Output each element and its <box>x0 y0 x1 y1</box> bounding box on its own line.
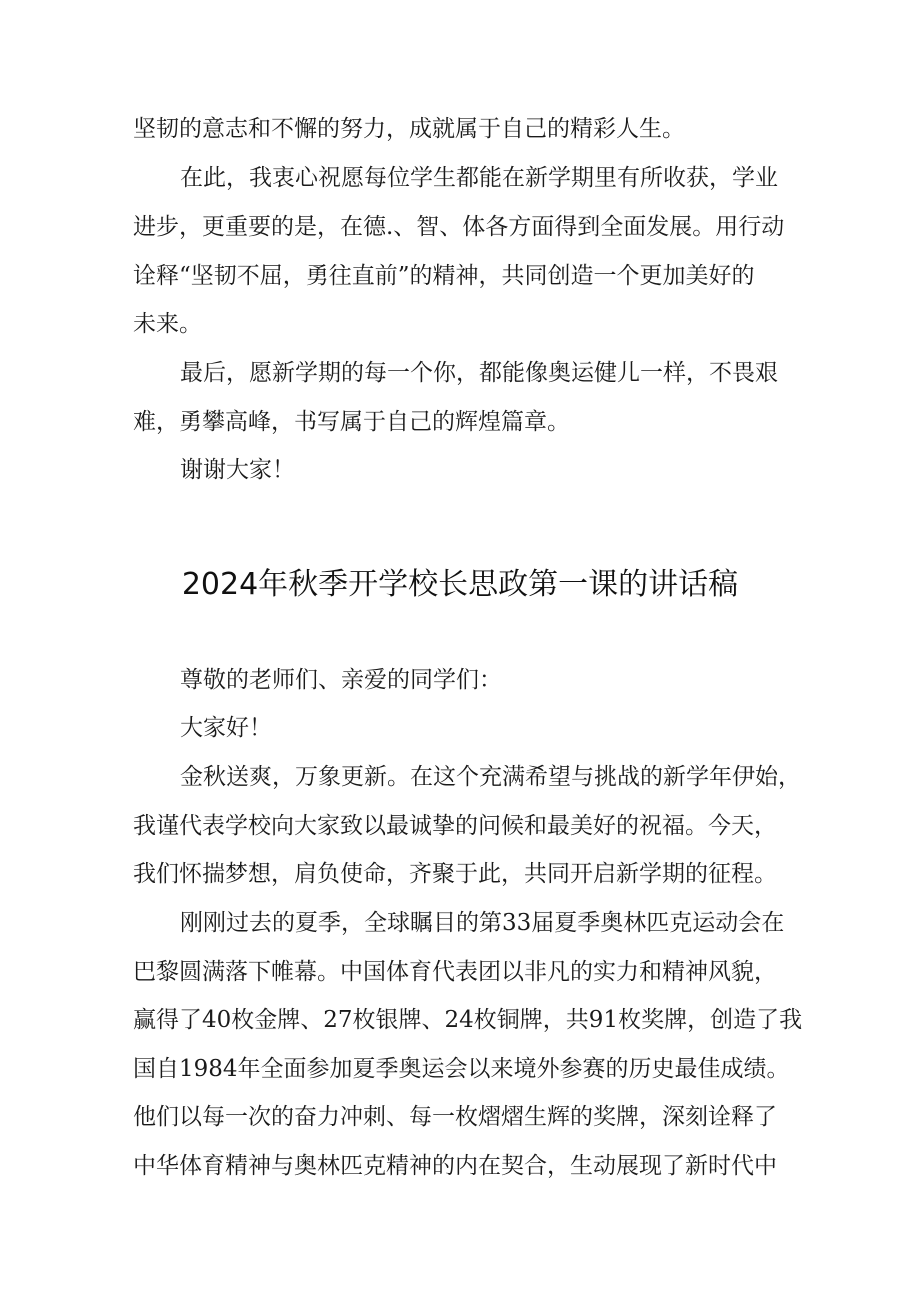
paragraph-line: 坚韧的意志和不懈的努力，成就属于自己的精彩人生。 <box>133 116 685 142</box>
greeting-line: 大家好！ <box>180 715 272 741</box>
document-title: 2024年秋季开学校长思政第一课的讲话稿 <box>181 567 739 602</box>
paragraph-line: 我们怀揣梦想，肩负使命，齐聚于此，共同开启新学期的征程。 <box>133 861 777 887</box>
paragraph-line: 他们以每一次的奋力冲刺、每一枚熠熠生辉的奖牌，深刻诠释了 <box>133 1104 777 1130</box>
paragraph-line: 诠释“坚韧不屈，勇往直前”的精神，共同创造一个更加美好的 <box>133 263 755 289</box>
paragraph-line: 进步，更重要的是，在德.、智、体各方面得到全面发展。用行动 <box>133 214 785 240</box>
closing-line: 谢谢大家！ <box>180 457 295 483</box>
paragraph-line: 我谨代表学校向大家致以最诚挚的问候和最美好的祝福。今天， <box>133 813 777 839</box>
paragraph-line: 最后，愿新学期的每一个你，都能像奥运健儿一样，不畏艰 <box>180 360 778 386</box>
salutation-line: 尊敬的老师们、亲爱的同学们： <box>180 667 502 693</box>
paragraph-line: 未来。 <box>133 311 202 337</box>
paragraph-line: 中华体育精神与奥林匹克精神的内在契合，生动展现了新时代中 <box>133 1153 777 1179</box>
paragraph-line: 刚刚过去的夏季，全球瞩目的第33届夏季奥林匹克运动会在 <box>180 910 785 936</box>
paragraph-line: 难，勇攀高峰，书写属于自己的辉煌篇章。 <box>133 409 570 435</box>
paragraph-line: 在此，我衷心祝愿每位学生都能在新学期里有所收获，学业 <box>180 165 778 191</box>
paragraph-line: 赢得了40枚金牌、27枚银牌、24枚铜牌，共91枚奖牌，创造了我 <box>133 1007 803 1033</box>
paragraph-line: 金秋送爽，万象更新。在这个充满希望与挑战的新学年伊始， <box>180 764 801 790</box>
paragraph-line: 巴黎圆满落下帷幕。中国体育代表团以非凡的实力和精神风貌， <box>133 959 777 985</box>
paragraph-line: 国自1984年全面参加夏季奥运会以来境外参赛的历史最佳成绩。 <box>133 1056 790 1082</box>
